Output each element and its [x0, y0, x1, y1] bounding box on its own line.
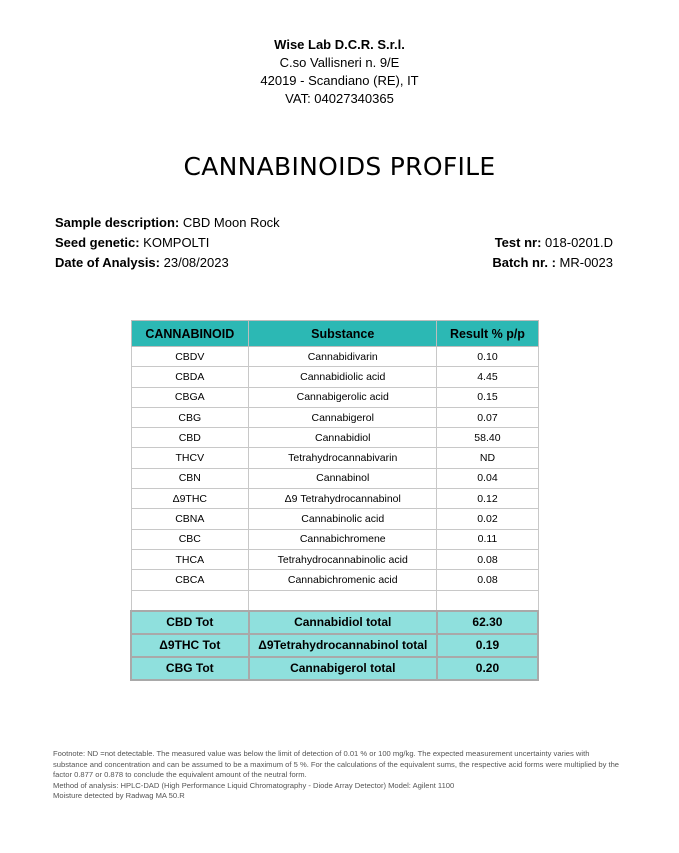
cell-result: 0.11 [437, 529, 538, 549]
table-row [131, 347, 538, 367]
table-row [131, 468, 538, 488]
cell-cannabinoid: CBG [131, 407, 249, 427]
empty-cell [249, 590, 437, 611]
test-number [492, 233, 613, 253]
sample-description [55, 213, 280, 233]
cell-result: 0.04 [437, 468, 538, 488]
table-row [131, 489, 538, 509]
seed-genetic-value: KOMPOLTI [143, 235, 210, 250]
cell-cannabinoid: CBG Tot [131, 657, 249, 680]
method-of-analysis: Method of analysis: HPLC-DAD (High Performance Liquid Chromatography - Diode Array Detector) Model: Agilent 1100 [53, 780, 455, 790]
table-row [131, 387, 538, 407]
cell-result: 0.20 [437, 657, 538, 680]
total-row [131, 657, 538, 680]
cell-substance: Cannabigerol total [249, 657, 437, 680]
cell-substance: Tetrahydrocannabivarin [249, 448, 437, 468]
header-cannabinoid: CANNABINOID [131, 321, 249, 347]
cell-cannabinoid: CBN [131, 468, 249, 488]
batch-number-label: Batch nr. : [492, 255, 556, 270]
seed-genetic [55, 233, 280, 253]
test-number-label: Test nr: [494, 235, 542, 250]
cell-cannabinoid: Δ9THC Tot [131, 634, 249, 657]
cell-result: 0.15 [437, 387, 538, 407]
cannabinoids-table [130, 320, 539, 681]
moisture-note: Moisture detected by Radwag MA 50.R [53, 791, 185, 800]
cell-result: 0.12 [437, 489, 538, 509]
cell-result: ND [437, 448, 538, 468]
cell-cannabinoid: THCV [131, 448, 249, 468]
test-number-value: 018-0201.D [545, 235, 613, 250]
seed-genetic-label: Seed genetic: [55, 235, 140, 250]
cell-result: 0.10 [437, 347, 538, 367]
spacer-row [131, 590, 538, 611]
cell-substance: Cannabidiol [249, 428, 437, 448]
empty-cell [131, 590, 249, 611]
cell-substance: Cannabichromene [249, 529, 437, 549]
analysis-date [55, 253, 280, 273]
cell-substance: Cannabinol [249, 468, 437, 488]
cell-cannabinoid: Δ9THC [131, 489, 249, 509]
cell-result: 58.40 [437, 428, 538, 448]
company-address-line1: C.so Vallisneri n. 9/E [279, 55, 400, 70]
cell-result: 62.30 [437, 611, 538, 634]
table-row [131, 407, 538, 427]
cell-result: 0.02 [437, 509, 538, 529]
cell-substance: Cannabinolic acid [249, 509, 437, 529]
company-address-line2: 42019 - Scandiano (RE), IT [260, 73, 419, 88]
cell-cannabinoid: CBC [131, 529, 249, 549]
cell-cannabinoid: CBD [131, 428, 249, 448]
header-result: Result % p/p [437, 321, 538, 347]
analysis-date-label: Date of Analysis: [55, 255, 160, 270]
table-row [131, 529, 538, 549]
cell-substance: Cannabidiolic acid [249, 367, 437, 387]
batch-number-value: MR-0023 [559, 255, 613, 270]
table-body [131, 347, 538, 680]
company-name: Wise Lab D.C.R. S.r.l. [274, 37, 405, 52]
cell-result: 4.45 [437, 367, 538, 387]
table-row [131, 549, 538, 569]
cell-cannabinoid: CBD Tot [131, 611, 249, 634]
cell-substance: Cannabigerolic acid [249, 387, 437, 407]
table-row [131, 428, 538, 448]
empty-cell [437, 590, 538, 611]
table-row [131, 570, 538, 590]
cell-result: 0.19 [437, 634, 538, 657]
footnote [53, 749, 623, 802]
cell-substance: Cannabichromenic acid [249, 570, 437, 590]
sample-info [55, 213, 280, 273]
analysis-date-value: 23/08/2023 [163, 255, 229, 270]
table-row [131, 367, 538, 387]
header-substance: Substance [249, 321, 437, 347]
page-title: CANNABINOIDS PROFILE [183, 152, 496, 181]
sample-description-label: Sample description: [55, 215, 180, 230]
table-header-row [131, 321, 538, 347]
cell-cannabinoid: CBDA [131, 367, 249, 387]
total-row [131, 611, 538, 634]
cell-result: 0.08 [437, 570, 538, 590]
cell-cannabinoid: CBGA [131, 387, 249, 407]
cell-cannabinoid: CBCA [131, 570, 249, 590]
total-row [131, 634, 538, 657]
batch-number [492, 253, 613, 273]
sample-description-value: CBD Moon Rock [182, 215, 280, 230]
cell-cannabinoid: THCA [131, 549, 249, 569]
table-row [131, 448, 538, 468]
cell-cannabinoid: CBDV [131, 347, 249, 367]
cell-substance: Tetrahydrocannabinolic acid [249, 549, 437, 569]
cell-substance: Δ9Tetrahydrocannabinol total [249, 634, 437, 657]
table-row [131, 509, 538, 529]
company-vat: VAT: 04027340365 [285, 91, 394, 106]
cell-substance: Cannabigerol [249, 407, 437, 427]
footnote-text: Footnote: ND =not detectable. The measured value was below the limit of detection of 0.01 % or 100 mg/kg. The expected measurement uncertainty varies with substance and concentration and can be assumed to be a maximum of 5 %. For the calculations of the equivalent sums, the respective acid forms were multiplied by the factor 0.877 or 0.878 to conclude the equivalent amount of the neutral form. [53, 749, 620, 779]
cell-cannabinoid: CBNA [131, 509, 249, 529]
company-header [0, 36, 679, 108]
test-info [492, 233, 613, 273]
cell-result: 0.07 [437, 407, 538, 427]
cell-substance: Cannabidivarin [249, 347, 437, 367]
cell-substance: Cannabidiol total [249, 611, 437, 634]
cell-result: 0.08 [437, 549, 538, 569]
cell-substance: Δ9 Tetrahydrocannabinol [249, 489, 437, 509]
